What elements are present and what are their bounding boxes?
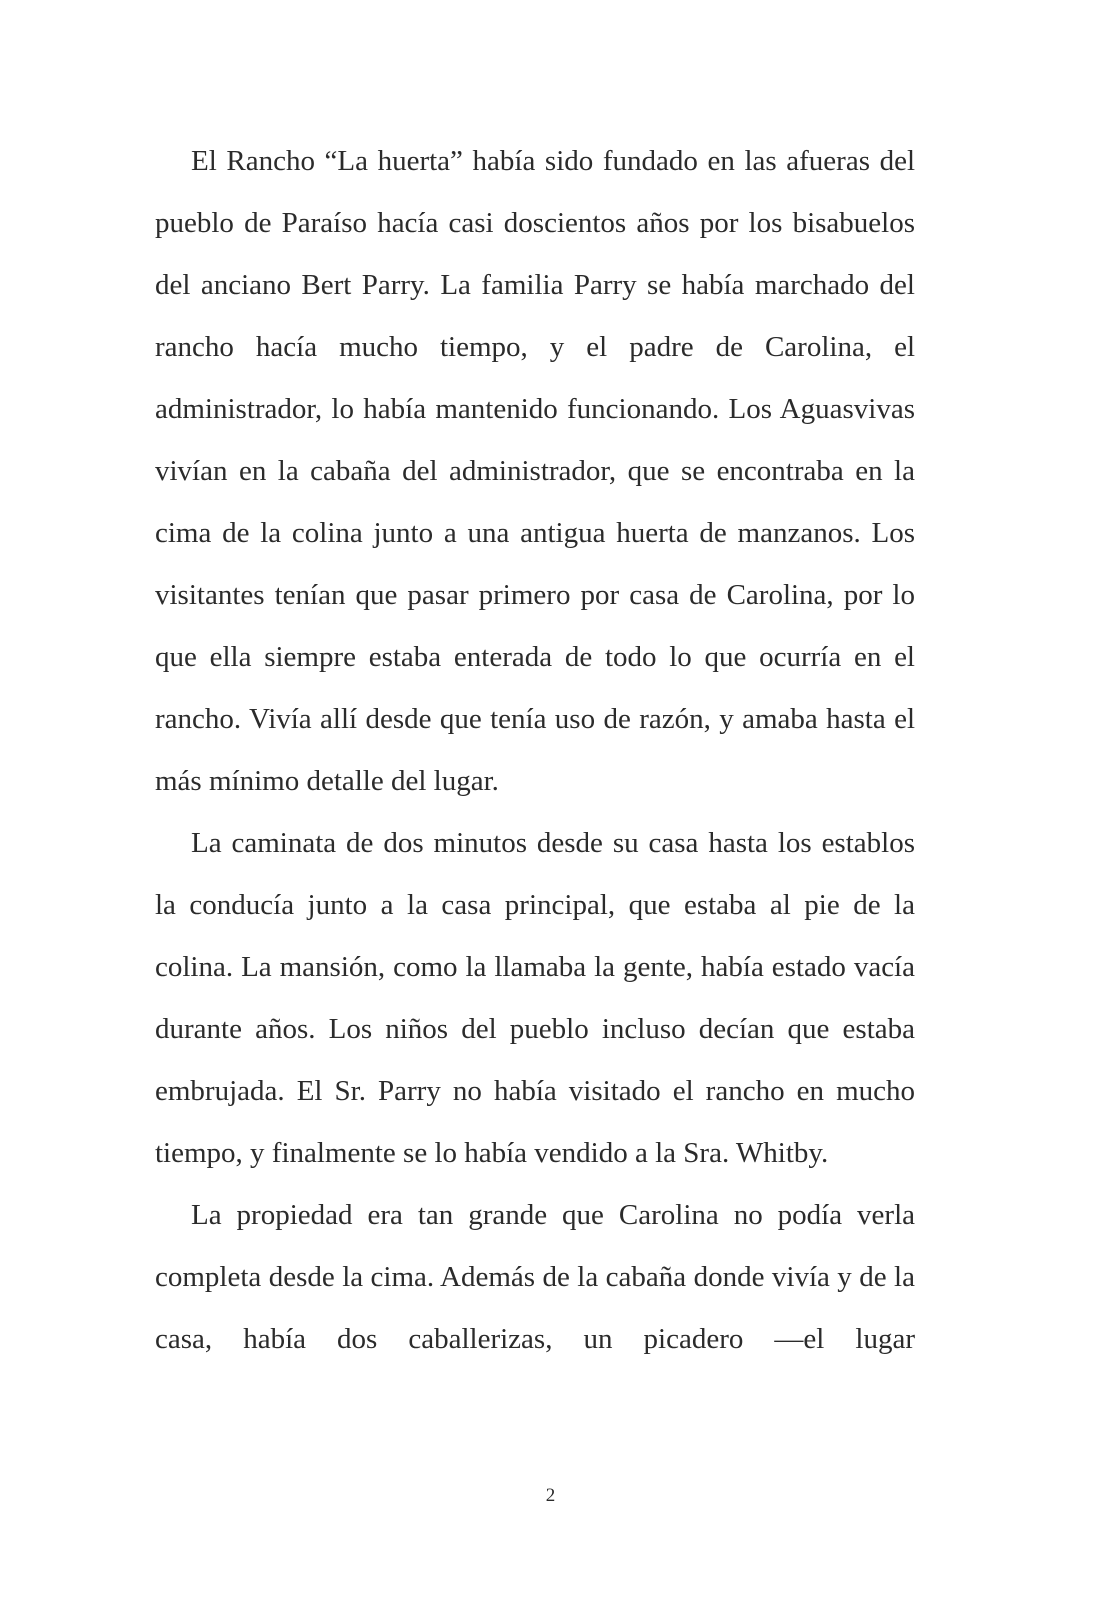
paragraph-2: La caminata de dos minutos desde su casa hasta los establos la conducía junto a la casa principal, que estaba al pie de la colina. La mansión, como la llamaba la gente, había estado vacía durante años. Los niños del pueblo incluso decían que estaba embrujada. El Sr. Parry no había visitado el rancho en mucho tiempo, y finalmente se lo había vendido a la Sra. Whitby. [155, 827, 915, 1169]
page-number: 2 [545, 1485, 556, 1506]
paragraph-3: La propiedad era tan grande que Carolina no podía verla completa desde la cima. Además de la cabaña donde vivía y de la casa, había dos caballerizas, un picadero —el lugar [155, 1199, 915, 1355]
body-text [155, 130, 915, 1370]
paragraph-1: El Rancho “La huerta” había sido fundado en las afueras del pueblo de Paraíso hacía casi doscientos años por los bisabuelos del anciano Bert Parry. La familia Parry se había marchado del rancho hacía mucho tiempo, y el padre de Carolina, el administrador, lo había mantenido funcionando. Los Aguasvivas vivían en la cabaña del administrador, que se encontraba en la cima de la colina junto a una antigua huerta de manzanos. Los visitantes tenían que pasar primero por casa de Carolina, por lo que ella siempre estaba enterada de todo lo que ocurría en el rancho. Vivía allí desde que tenía uso de razón, y amaba hasta el más mínimo detalle del lugar. [155, 145, 915, 797]
